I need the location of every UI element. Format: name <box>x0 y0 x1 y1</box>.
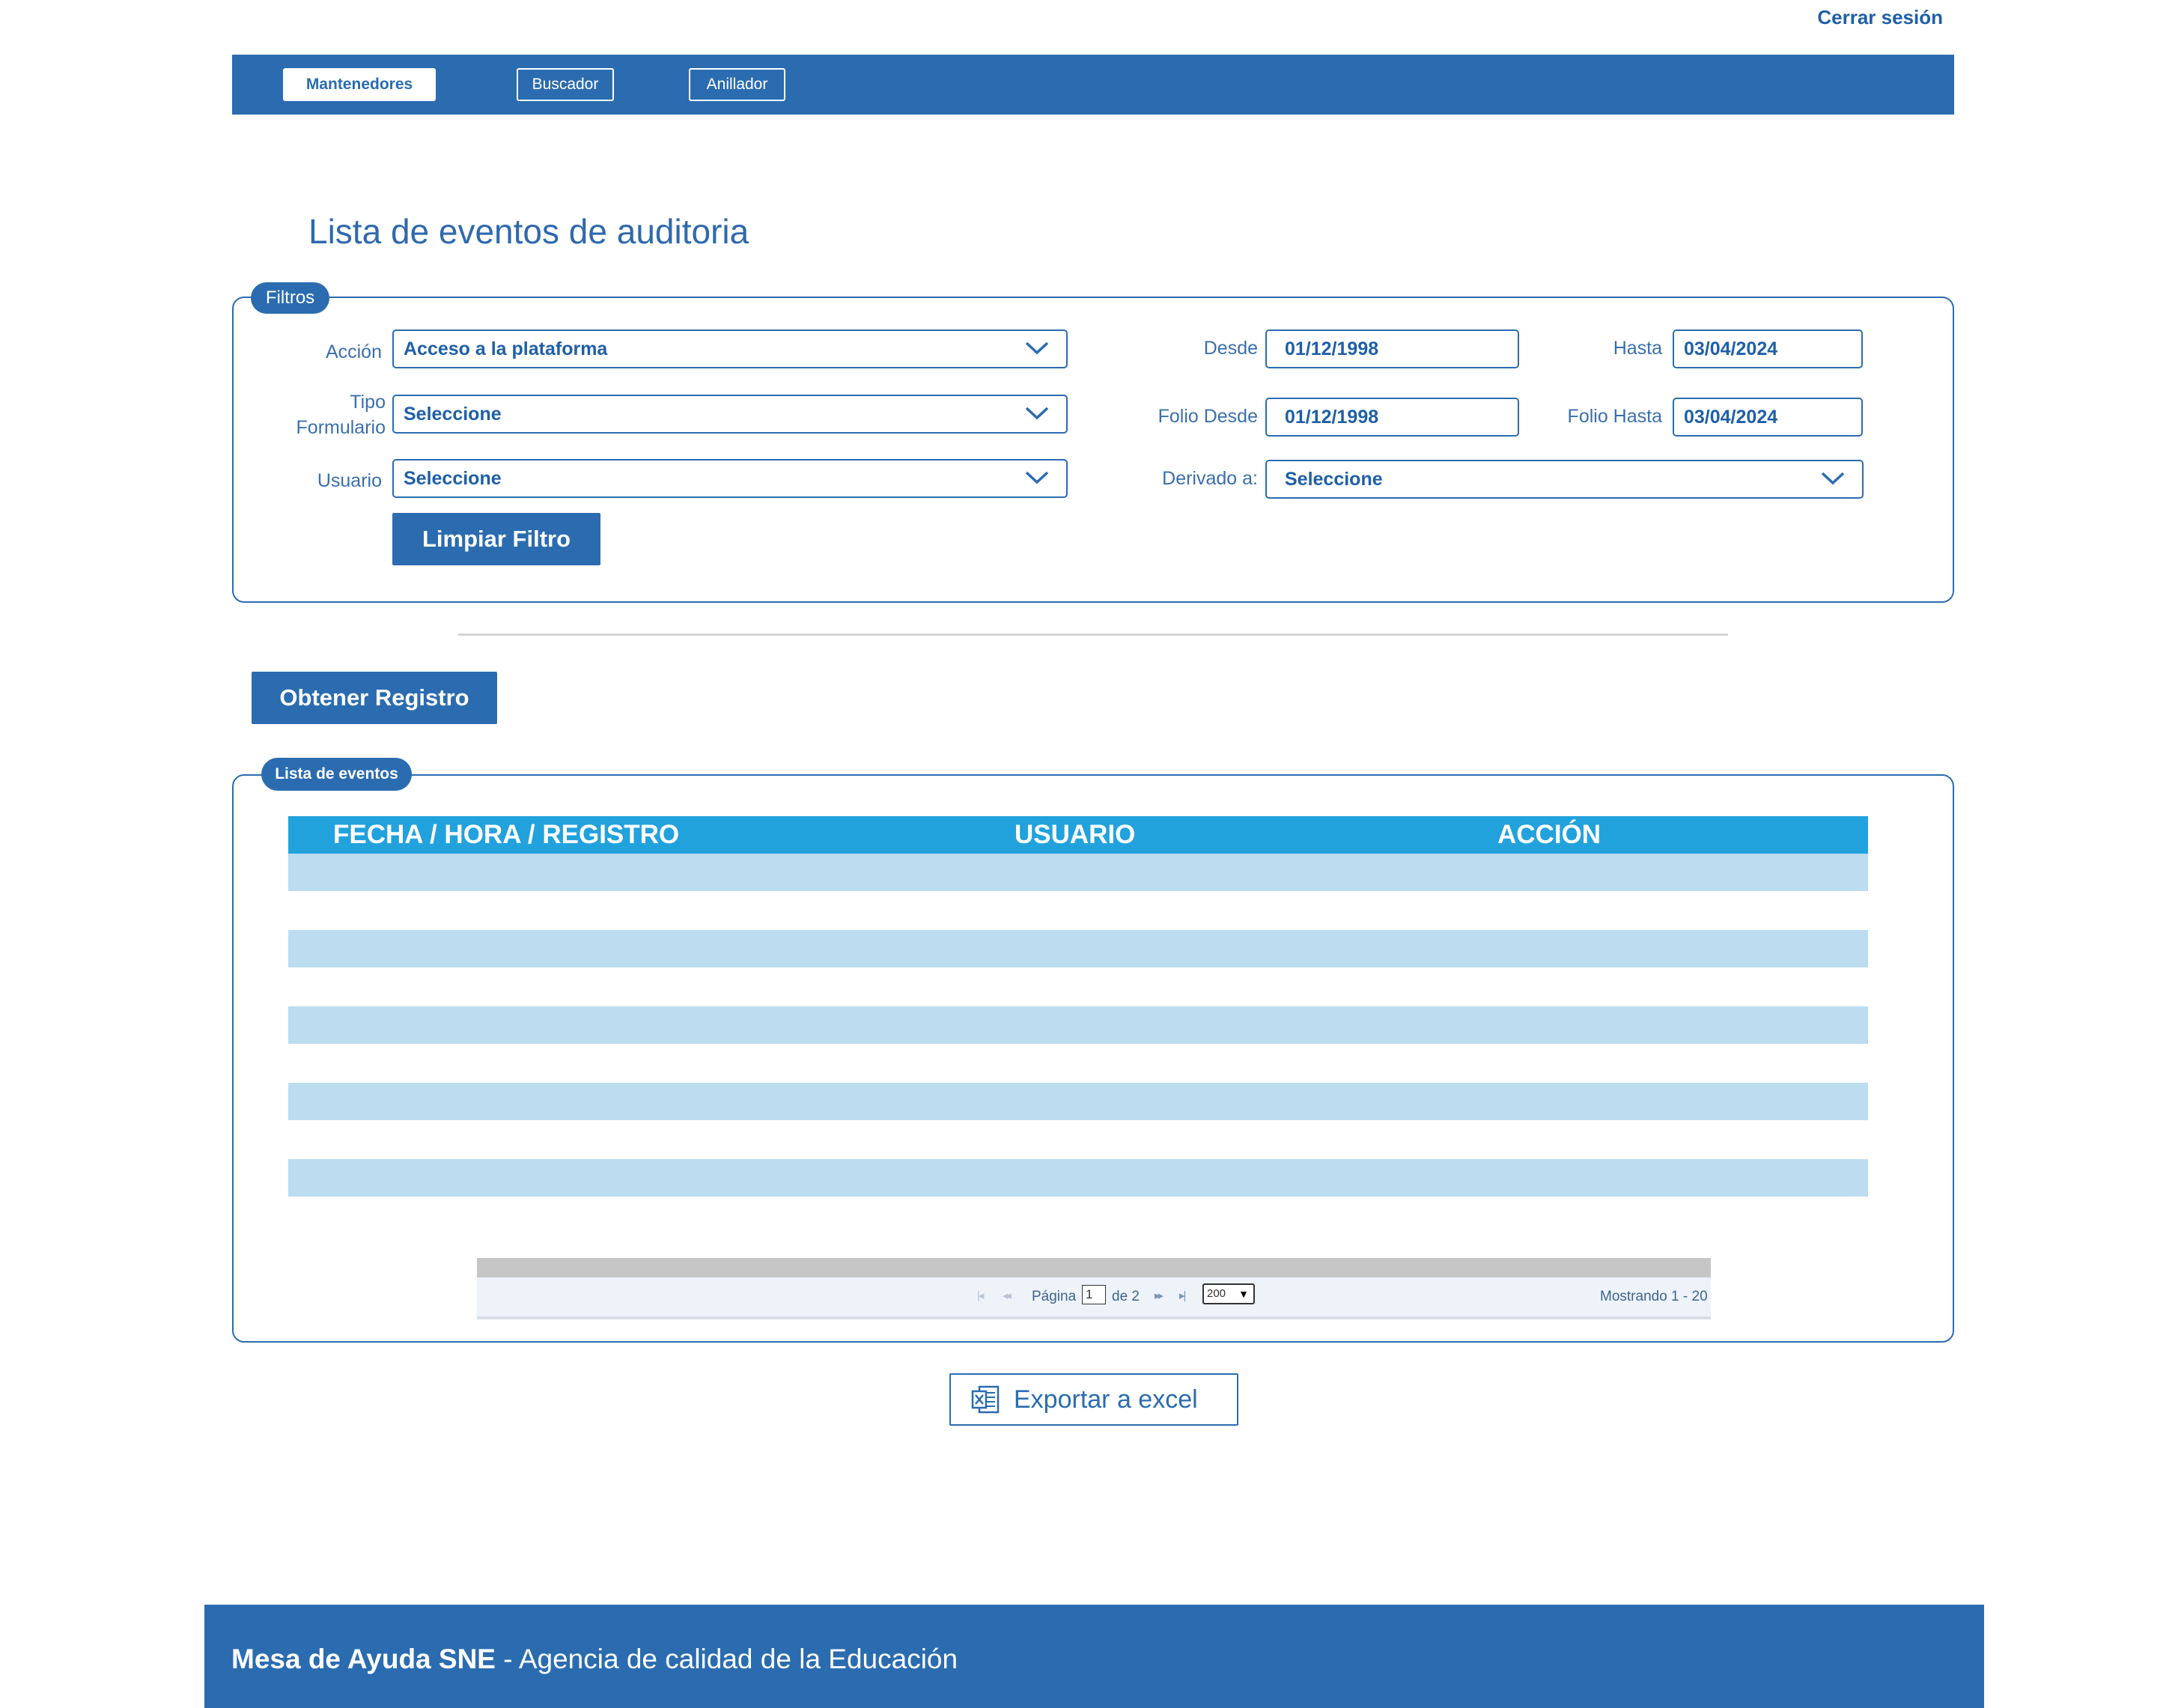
footer-separator: - <box>495 1644 519 1674</box>
page-size-select[interactable] <box>1202 1283 1255 1304</box>
accion-select-value: Acceso a la plataforma <box>404 338 608 359</box>
page-size-value: 200 <box>1207 1287 1226 1300</box>
nav-tab-anillador[interactable]: Anillador <box>689 68 785 101</box>
export-excel-button[interactable] <box>949 1373 1238 1426</box>
table-row[interactable] <box>288 1006 1868 1044</box>
pager-page-label: Página <box>1032 1289 1077 1304</box>
nav-tab-buscador[interactable]: Buscador <box>517 68 614 101</box>
footer-text <box>231 1644 958 1675</box>
desde-input[interactable]: 01/12/1998 <box>1265 329 1519 368</box>
chevron-down-icon <box>1024 338 1050 356</box>
folio-hasta-input[interactable]: 03/04/2024 <box>1673 398 1863 437</box>
table-row[interactable] <box>288 930 1868 967</box>
fetch-records-button[interactable]: Obtener Registro <box>252 672 497 724</box>
usuario-select[interactable] <box>392 459 1068 498</box>
accion-label: Acción <box>325 341 382 362</box>
nav-tab-mantenedores[interactable]: Mantenedores <box>283 68 436 101</box>
table-row[interactable] <box>288 968 1868 1006</box>
tipo-label-line1: Tipo <box>350 392 386 413</box>
tipo-formulario-label <box>285 389 386 440</box>
logout-link[interactable]: Cerrar sesión <box>1817 6 1943 28</box>
footer-brand: Mesa de Ayuda SNE <box>231 1644 496 1674</box>
table-row[interactable] <box>288 854 1868 891</box>
footer-tagline: Agencia de calidad de la Educación <box>518 1644 958 1674</box>
table-row[interactable] <box>288 1045 1868 1082</box>
pager-showing: Mostrando 1 - 20 <box>1600 1289 1708 1304</box>
events-legend: Lista de eventos <box>261 758 412 791</box>
column-accion[interactable]: ACCIÓN <box>1497 820 1602 849</box>
derivado-select[interactable] <box>1265 460 1864 499</box>
hasta-input[interactable]: 03/04/2024 <box>1673 329 1863 368</box>
chevron-down-icon <box>1024 468 1050 486</box>
chevron-down-icon <box>1024 404 1050 422</box>
table-row[interactable] <box>288 1083 1868 1120</box>
desde-label: Desde <box>1203 338 1258 359</box>
filters-legend: Filtros <box>251 282 329 314</box>
tipo-label-line2: Formulario <box>296 417 386 438</box>
hasta-label: Hasta <box>1613 338 1662 359</box>
folio-hasta-label: Folio Hasta <box>1567 406 1662 427</box>
page-title: Lista de eventos de auditoria <box>308 212 749 251</box>
tipo-formulario-value: Seleccione <box>404 403 502 425</box>
chevron-down-icon: ▼ <box>1238 1288 1249 1300</box>
usuario-select-value: Seleccione <box>404 467 502 489</box>
pager-of-label: de 2 <box>1112 1289 1140 1304</box>
prev-page-icon[interactable]: ◂◂ <box>1003 1289 1010 1302</box>
section-divider <box>458 633 1728 636</box>
pager-scrollbar[interactable] <box>477 1258 1711 1277</box>
top-nav-bar <box>232 55 1954 115</box>
chevron-down-icon <box>1820 469 1846 487</box>
column-fecha-hora-registro[interactable]: FECHA / HORA / REGISTRO <box>333 820 680 849</box>
pager <box>477 1277 1711 1319</box>
column-usuario[interactable]: USUARIO <box>1015 820 1136 849</box>
tipo-formulario-select[interactable] <box>392 395 1068 434</box>
table-row[interactable] <box>288 892 1868 929</box>
folio-desde-label: Folio Desde <box>1158 406 1258 427</box>
events-table-header <box>288 816 1868 854</box>
last-page-icon[interactable]: ▸| <box>1179 1289 1185 1302</box>
derivado-label: Derivado a: <box>1162 468 1258 489</box>
clear-filter-button[interactable]: Limpiar Filtro <box>392 513 600 565</box>
excel-icon <box>970 1385 1000 1414</box>
folio-desde-input[interactable]: 01/12/1998 <box>1265 398 1519 437</box>
table-row[interactable] <box>288 1121 1868 1158</box>
accion-select[interactable] <box>392 329 1068 368</box>
page-number-input[interactable]: 1 <box>1082 1285 1106 1304</box>
first-page-icon[interactable]: |◂ <box>977 1289 983 1302</box>
footer <box>204 1605 1984 1708</box>
next-page-icon[interactable]: ▸▸ <box>1155 1289 1162 1302</box>
derivado-select-value: Seleccione <box>1285 468 1383 490</box>
usuario-label: Usuario <box>317 470 382 491</box>
export-excel-label: Exportar a excel <box>1014 1385 1198 1414</box>
table-row[interactable] <box>288 1159 1868 1197</box>
